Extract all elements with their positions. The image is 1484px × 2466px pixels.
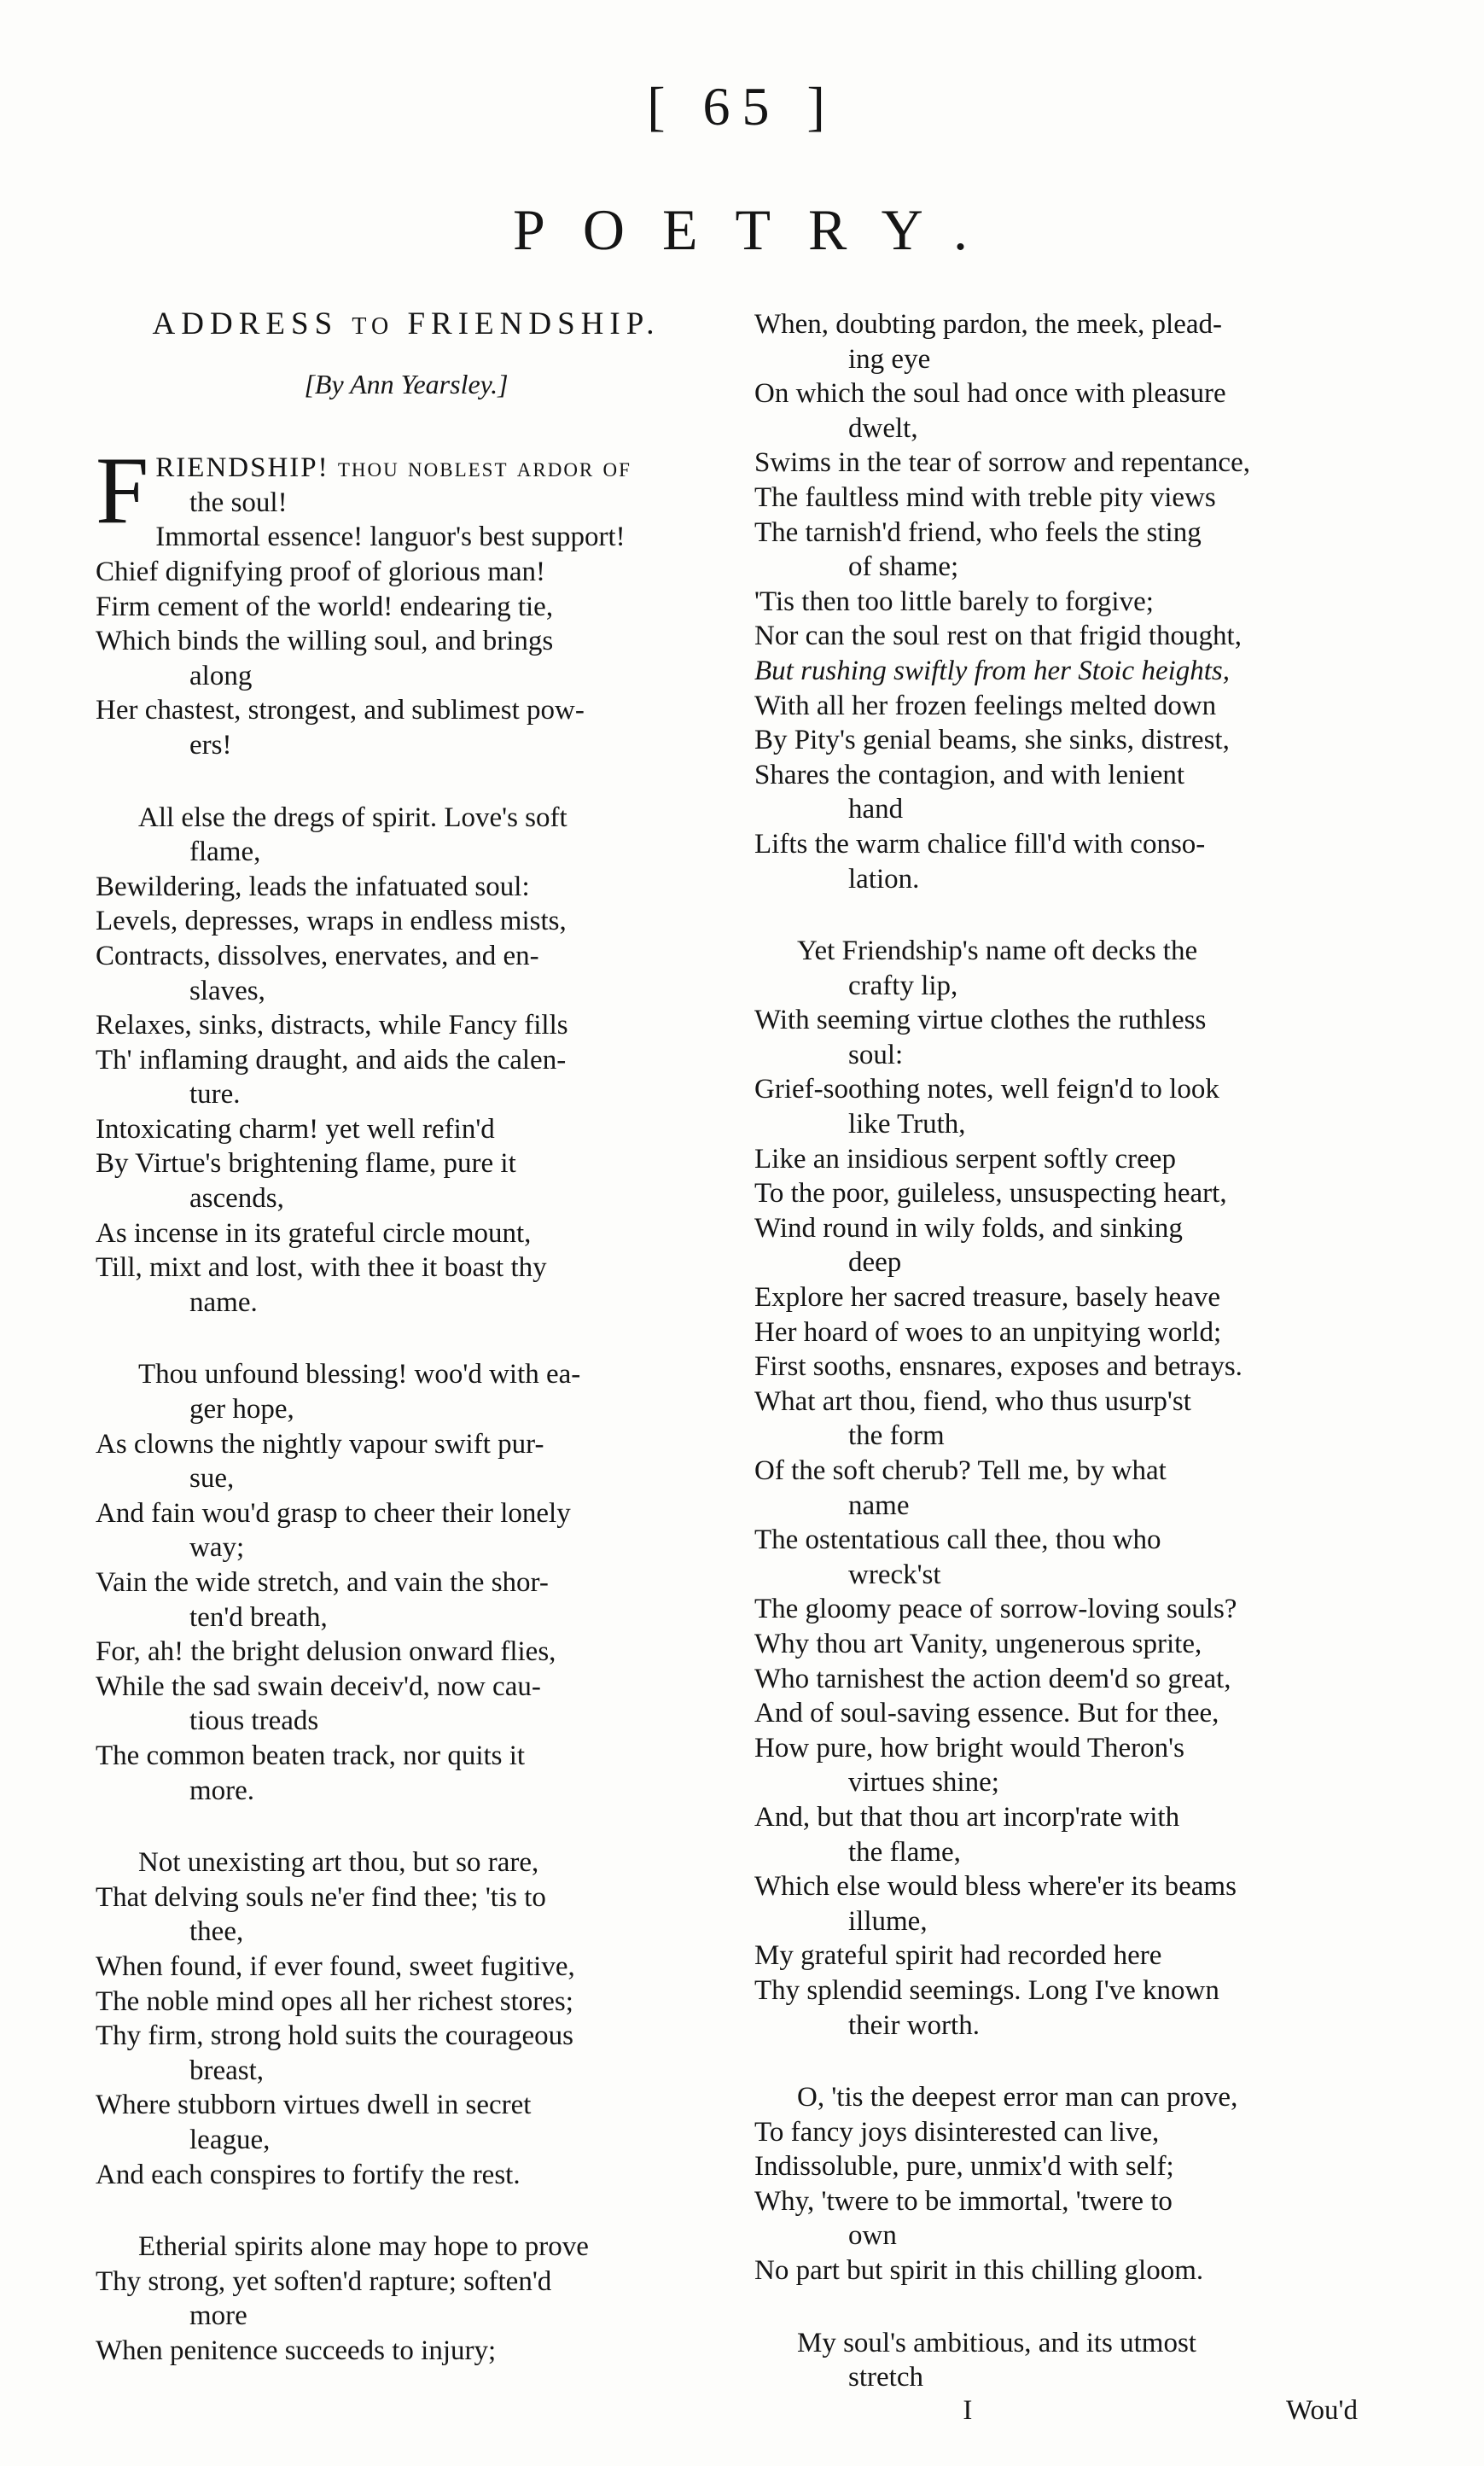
verse-line: ers! [189, 729, 232, 761]
verse-line: By Virtue's brightening flame, pure it [96, 1148, 516, 1180]
verse-line: Contracts, dissolves, enervates, and en- [96, 940, 539, 971]
catchword-footer [963, 2395, 1358, 2427]
verse-line: As clowns the nightly vapour swift pur- [96, 1428, 544, 1460]
verse-line: RIENDSHIP! thou noblest ardor of [155, 452, 631, 484]
verse-line: Like an insidious serpent softly creep [754, 1143, 1176, 1175]
poem-title-address: ADDRESS [152, 306, 339, 341]
stanza [754, 2080, 1376, 2288]
verse-line: The noble mind opes all her richest stores; [96, 1985, 573, 2017]
poem-title [96, 307, 717, 345]
verse-line: Relaxes, sinks, distracts, while Fancy fills [96, 1010, 568, 1041]
verse-line: dwelt, [848, 412, 918, 444]
stanza [96, 1357, 717, 1808]
verse-line: virtues shine; [848, 1767, 999, 1798]
verse-line: of shame; [848, 551, 959, 583]
verse-line: With seeming virtue clothes the ruthless [754, 1005, 1207, 1036]
stanza [96, 1845, 717, 2192]
verse-line: Which else would bless where'er its beams [754, 1871, 1237, 1903]
verse-line: more [189, 2300, 247, 2332]
verse-line: Her chastest, strongest, and sublimest pow- [96, 695, 585, 726]
verse-line: On which the soul had once with pleasure [754, 378, 1226, 410]
right-stanzas [754, 307, 1376, 2395]
verse-line: the flame, [848, 1836, 961, 1868]
verse-line: Shares the contagion, and with lenient [754, 759, 1185, 790]
verse-line: more. [189, 1775, 255, 1806]
verse-line: name. [189, 1286, 258, 1318]
verse-line: The tarnish'd friend, who feels the sting [754, 516, 1202, 548]
verse-line: Firm cement of the world! endearing tie, [96, 591, 554, 622]
verse-line: 'Tis then too little barely to forgive; [754, 586, 1154, 617]
verse-line: sue, [189, 1463, 235, 1495]
verse-line: For, ah! the bright delusion onward flies, [96, 1636, 556, 1668]
verse-line: By Pity's genial beams, she sinks, distrest, [754, 725, 1230, 756]
verse-line: thee, [189, 1916, 244, 1948]
verse-line: That delving souls ne'er find thee; 'tis to [96, 1881, 546, 1913]
verse-line: lation. [848, 863, 920, 895]
verse-line: When found, if ever found, sweet fugitive, [96, 1950, 575, 1982]
verse-line: breast, [189, 2055, 265, 2086]
verse-line: flame, [189, 837, 261, 868]
verse-line: Levels, depresses, wraps in endless mists, [96, 906, 567, 937]
verse-line: First sooths, ensnares, exposes and betrays. [754, 1351, 1242, 1383]
catchword: Wou'd [1286, 2395, 1358, 2426]
signature-mark: I [963, 2395, 973, 2426]
verse-line: As incense in its grateful circle mount, [96, 1217, 532, 1249]
verse-line: The faultless mind with treble pity views [754, 481, 1216, 513]
verse-line: Nor can the soul rest on that frigid thought, [754, 621, 1242, 652]
verse-line: My soul's ambitious, and its utmost [797, 2327, 1196, 2358]
verse-line: Explore her sacred treasure, basely heave [754, 1282, 1221, 1314]
verse-line: Not unexisting art thou, but so rare, [138, 1847, 539, 1879]
verse-line: What art thou, fiend, who thus usurp'st [754, 1385, 1191, 1417]
verse-line: Till, mixt and lost, with thee it boast thy [96, 1252, 547, 1284]
verse-line: hand [848, 794, 904, 825]
verse-line: Which binds the willing soul, and brings [96, 626, 554, 657]
verse-line: Intoxicating charm! yet well refin'd [96, 1113, 495, 1145]
verse-line: Wind round in wily folds, and sinking [754, 1212, 1183, 1244]
verse-line: Thou unfound blessing! woo'd with ea- [138, 1359, 581, 1390]
verse-line: along [189, 660, 253, 691]
verse-line: ten'd breath, [189, 1601, 328, 1633]
verse-line: Of the soft cherub? Tell me, by what [754, 1455, 1167, 1486]
verse-line: Her hoard of woes to an unpitying world; [754, 1316, 1222, 1348]
verse-line: wreck'st [848, 1559, 941, 1590]
verse-line: When, doubting pardon, the meek, plead- [754, 309, 1222, 340]
verse-line: But rushing swiftly from her Stoic heights, [754, 655, 1231, 686]
verse-line: Immortal essence! languor's best support! [155, 522, 626, 553]
page-number: [ 65 ] [647, 76, 837, 137]
left-stanzas [96, 438, 717, 2368]
verse-line: Why, 'twere to be immortal, 'twere to [754, 2185, 1173, 2217]
stanza [754, 307, 1376, 896]
verse-line: Bewildering, leads the infatuated soul: [96, 871, 530, 902]
verse-line: Swims in the tear of sorrow and repentance, [754, 447, 1250, 479]
poem-title-to: TO [352, 313, 394, 340]
verse-line: When penitence succeeds to injury; [96, 2335, 497, 2366]
verse-line: Th' inflaming draught, and aids the calen- [96, 1044, 567, 1076]
stanza [754, 934, 1376, 2043]
verse-line: crafty lip, [848, 970, 958, 1001]
verse-line: Thy strong, yet soften'd rapture; soften'd [96, 2265, 552, 2297]
verse-line: Lifts the warm chalice fill'd with conso- [754, 828, 1206, 860]
verse-line: Chief dignifying proof of glorious man! [96, 556, 546, 587]
verse-line: To the poor, guileless, unsuspecting heart, [754, 1178, 1227, 1210]
verse-line: Vain the wide stretch, and vain the shor- [96, 1567, 549, 1598]
verse-line: No part but spirit in this chilling gloom. [754, 2255, 1204, 2287]
verse-line: To fancy joys disinterested can live, [754, 2116, 1160, 2148]
right-column [754, 307, 1376, 2395]
verse-line: How pure, how bright would Theron's [754, 1732, 1184, 1764]
verse-line: While the sad swain deceiv'd, now cau- [96, 1670, 541, 1702]
verse-line: The ostentatious call thee, thou who [754, 1524, 1161, 1556]
poem-byline: [By Ann Yearsley.] [304, 368, 509, 399]
verse-line: soul: [848, 1039, 904, 1070]
verse-line: deep [848, 1247, 902, 1279]
verse-line: way; [189, 1532, 245, 1564]
verse-line: Why thou art Vanity, ungenerous sprite, [754, 1628, 1202, 1659]
verse-line: O, 'tis the deepest error man can prove, [797, 2082, 1238, 2113]
verse-line: And, but that thou art incorp'rate with [754, 1801, 1180, 1833]
verse-line: ger hope, [189, 1394, 294, 1425]
verse-line: The gloomy peace of sorrow-loving souls? [754, 1594, 1237, 1625]
drop-cap: F [96, 438, 149, 545]
verse-line: their worth. [848, 2009, 980, 2041]
verse-line: stretch [848, 2362, 923, 2393]
verse-line: All else the dregs of spirit. Love's soft [138, 802, 567, 833]
verse-line: Yet Friendship's name oft decks the [797, 936, 1198, 967]
verse-line: the soul! [189, 487, 288, 518]
verse-line: Etherial spirits alone may hope to prove [138, 2231, 589, 2263]
verse-line: Thy splendid seemings. Long I've known [754, 1974, 1219, 2006]
stanza [96, 801, 717, 1320]
verse-line: Thy firm, strong hold suits the courageous [96, 2020, 574, 2052]
verse-line: name [848, 1490, 910, 1521]
verse-line: the form [848, 1420, 945, 1452]
verse-line: Where stubborn virtues dwell in secret [96, 2090, 532, 2121]
verse-line: With all her frozen feelings melted down [754, 690, 1217, 721]
verse-line: like Truth, [848, 1109, 966, 1140]
verse-line: ture. [189, 1079, 241, 1111]
poem-title-friendship: FRIENDSHIP. [407, 306, 661, 341]
verse-line: The common beaten track, nor quits it [96, 1740, 526, 1771]
stanza [754, 2326, 1376, 2395]
verse-line: My grateful spirit had recorded here [754, 1940, 1162, 1972]
verse-line: And of soul-saving essence. But for thee, [754, 1698, 1219, 1729]
left-column [96, 307, 717, 2368]
verse-line: tious treads [189, 1705, 319, 1737]
verse-line: ascends, [189, 1183, 284, 1215]
verse-line: Indissoluble, pure, unmix'd with self; [754, 2151, 1174, 2183]
verse-line: And each conspires to fortify the rest. [96, 2159, 521, 2190]
verse-line: Grief-soothing notes, well feign'd to look [754, 1074, 1219, 1105]
verse-line: illume, [848, 1905, 928, 1937]
stanza [96, 438, 717, 762]
verse-line: Who tarnishest the action deem'd so great, [754, 1663, 1231, 1694]
verse-line: And fain wou'd grasp to cheer their lonely [96, 1497, 571, 1529]
verse-line: league, [189, 2124, 271, 2155]
verse-line: slaves, [189, 975, 265, 1006]
stanza [96, 2230, 717, 2368]
verse-line: own [848, 2220, 897, 2252]
section-title: POETRY. [513, 197, 1005, 262]
verse-line: ing eye [848, 343, 931, 375]
